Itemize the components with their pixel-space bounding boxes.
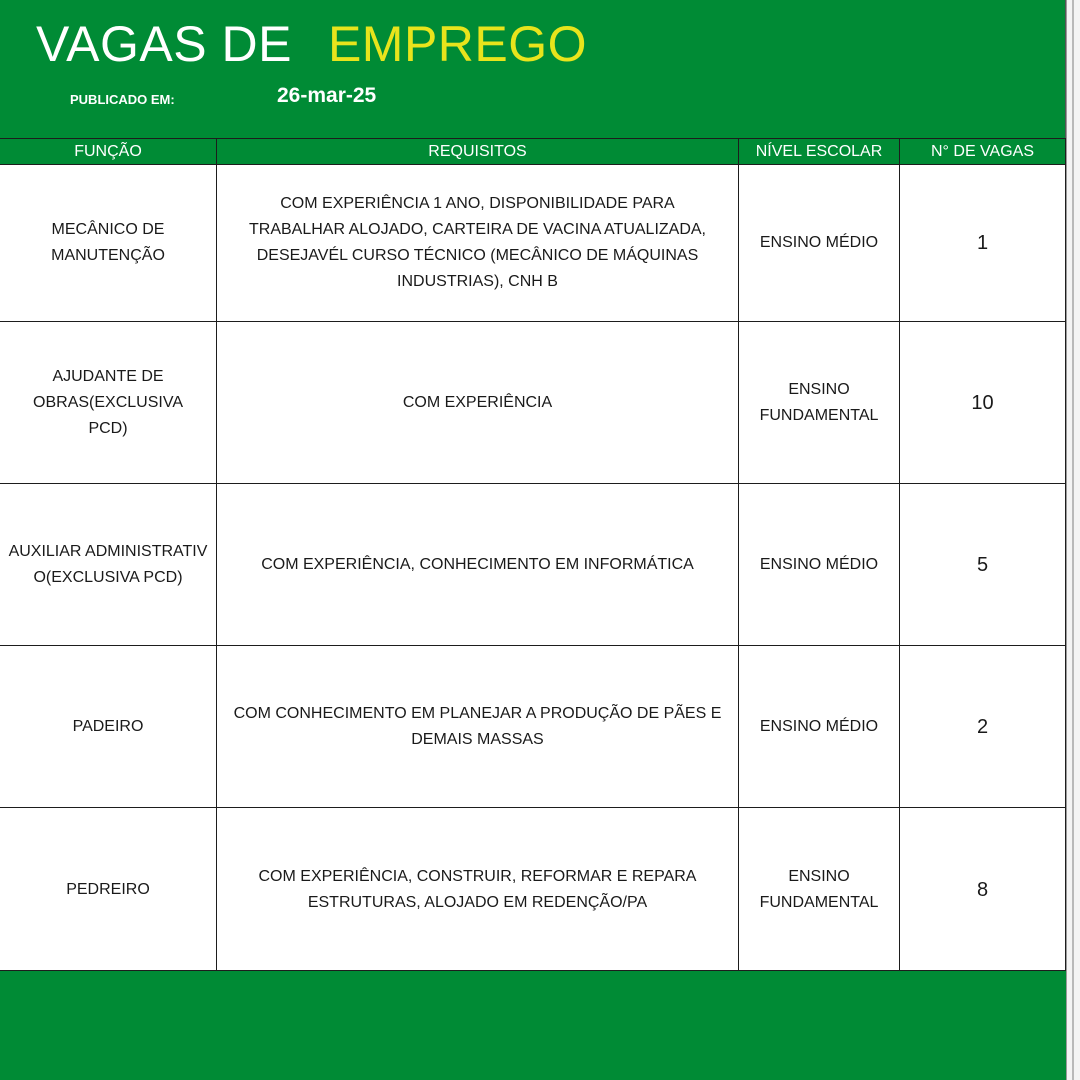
column-header-requisitos: REQUISITOS: [217, 139, 739, 165]
title-part-1: VAGAS DE: [36, 16, 292, 72]
cell-vagas: 10: [900, 322, 1066, 483]
cell-requisitos: COM EXPERIÊNCIA, CONSTRUIR, REFORMAR E REPARA ESTRUTURAS, ALOJADO EM REDENÇÃO/PA: [217, 808, 739, 971]
cell-nivel-escolar: ENSINO FUNDAMENTAL: [739, 808, 900, 971]
cell-nivel-escolar: ENSINO MÉDIO: [739, 646, 900, 807]
cell-vagas: 1: [900, 165, 1066, 321]
cell-vagas: 5: [900, 484, 1066, 645]
right-edge-border: [1066, 0, 1080, 1080]
cell-vagas: 2: [900, 646, 1066, 807]
cell-requisitos: COM EXPERIÊNCIA: [217, 322, 739, 483]
right-edge-line: [1072, 0, 1074, 1080]
cell-funcao: MECÂNICO DE MANUTENÇÃO: [0, 165, 217, 321]
jobs-table: [0, 164, 1066, 970]
cell-vagas: 8: [900, 808, 1066, 971]
column-header-funcao: FUNÇÃO: [0, 139, 217, 165]
cell-requisitos: COM EXPERIÊNCIA, CONHECIMENTO EM INFORMÁTICA: [217, 484, 739, 645]
column-header-vagas: N° DE VAGAS: [900, 139, 1066, 165]
cell-funcao: PEDREIRO: [0, 808, 217, 971]
title-part-2: EMPREGO: [327, 16, 588, 72]
table-row: [0, 484, 1066, 646]
table-header-row: [0, 138, 1066, 164]
cell-nivel-escolar: ENSINO FUNDAMENTAL: [739, 322, 900, 483]
cell-funcao: AUXILIAR ADMINISTRATIVO(EXCLUSIVA PCD): [0, 484, 217, 645]
cell-nivel-escolar: ENSINO MÉDIO: [739, 165, 900, 321]
column-header-nivel-escolar: NÍVEL ESCOLAR: [739, 139, 900, 165]
cell-funcao: AJUDANTE DE OBRAS(EXCLUSIVA PCD): [0, 322, 217, 483]
published-date: 26-mar-25: [277, 84, 377, 107]
table-row: [0, 646, 1066, 808]
published-label: PUBLICADO EM:: [70, 92, 175, 107]
page-title: [36, 14, 587, 74]
cell-requisitos: COM CONHECIMENTO EM PLANEJAR A PRODUÇÃO DE PÃES E DEMAIS MASSAS: [217, 646, 739, 807]
cell-requisitos: COM EXPERIÊNCIA 1 ANO, DISPONIBILIDADE PARA TRABALHAR ALOJADO, CARTEIRA DE VACINA ATUALIZADA, DESEJAVÉL CURSO TÉCNICO (MECÂNICO DE MÁQUINAS INDUSTRIAS), CNH B: [217, 165, 739, 321]
table-row: [0, 165, 1066, 322]
cell-funcao: PADEIRO: [0, 646, 217, 807]
table-row: [0, 322, 1066, 484]
cell-nivel-escolar: ENSINO MÉDIO: [739, 484, 900, 645]
table-row: [0, 808, 1066, 971]
footer-band: [0, 970, 1066, 1080]
